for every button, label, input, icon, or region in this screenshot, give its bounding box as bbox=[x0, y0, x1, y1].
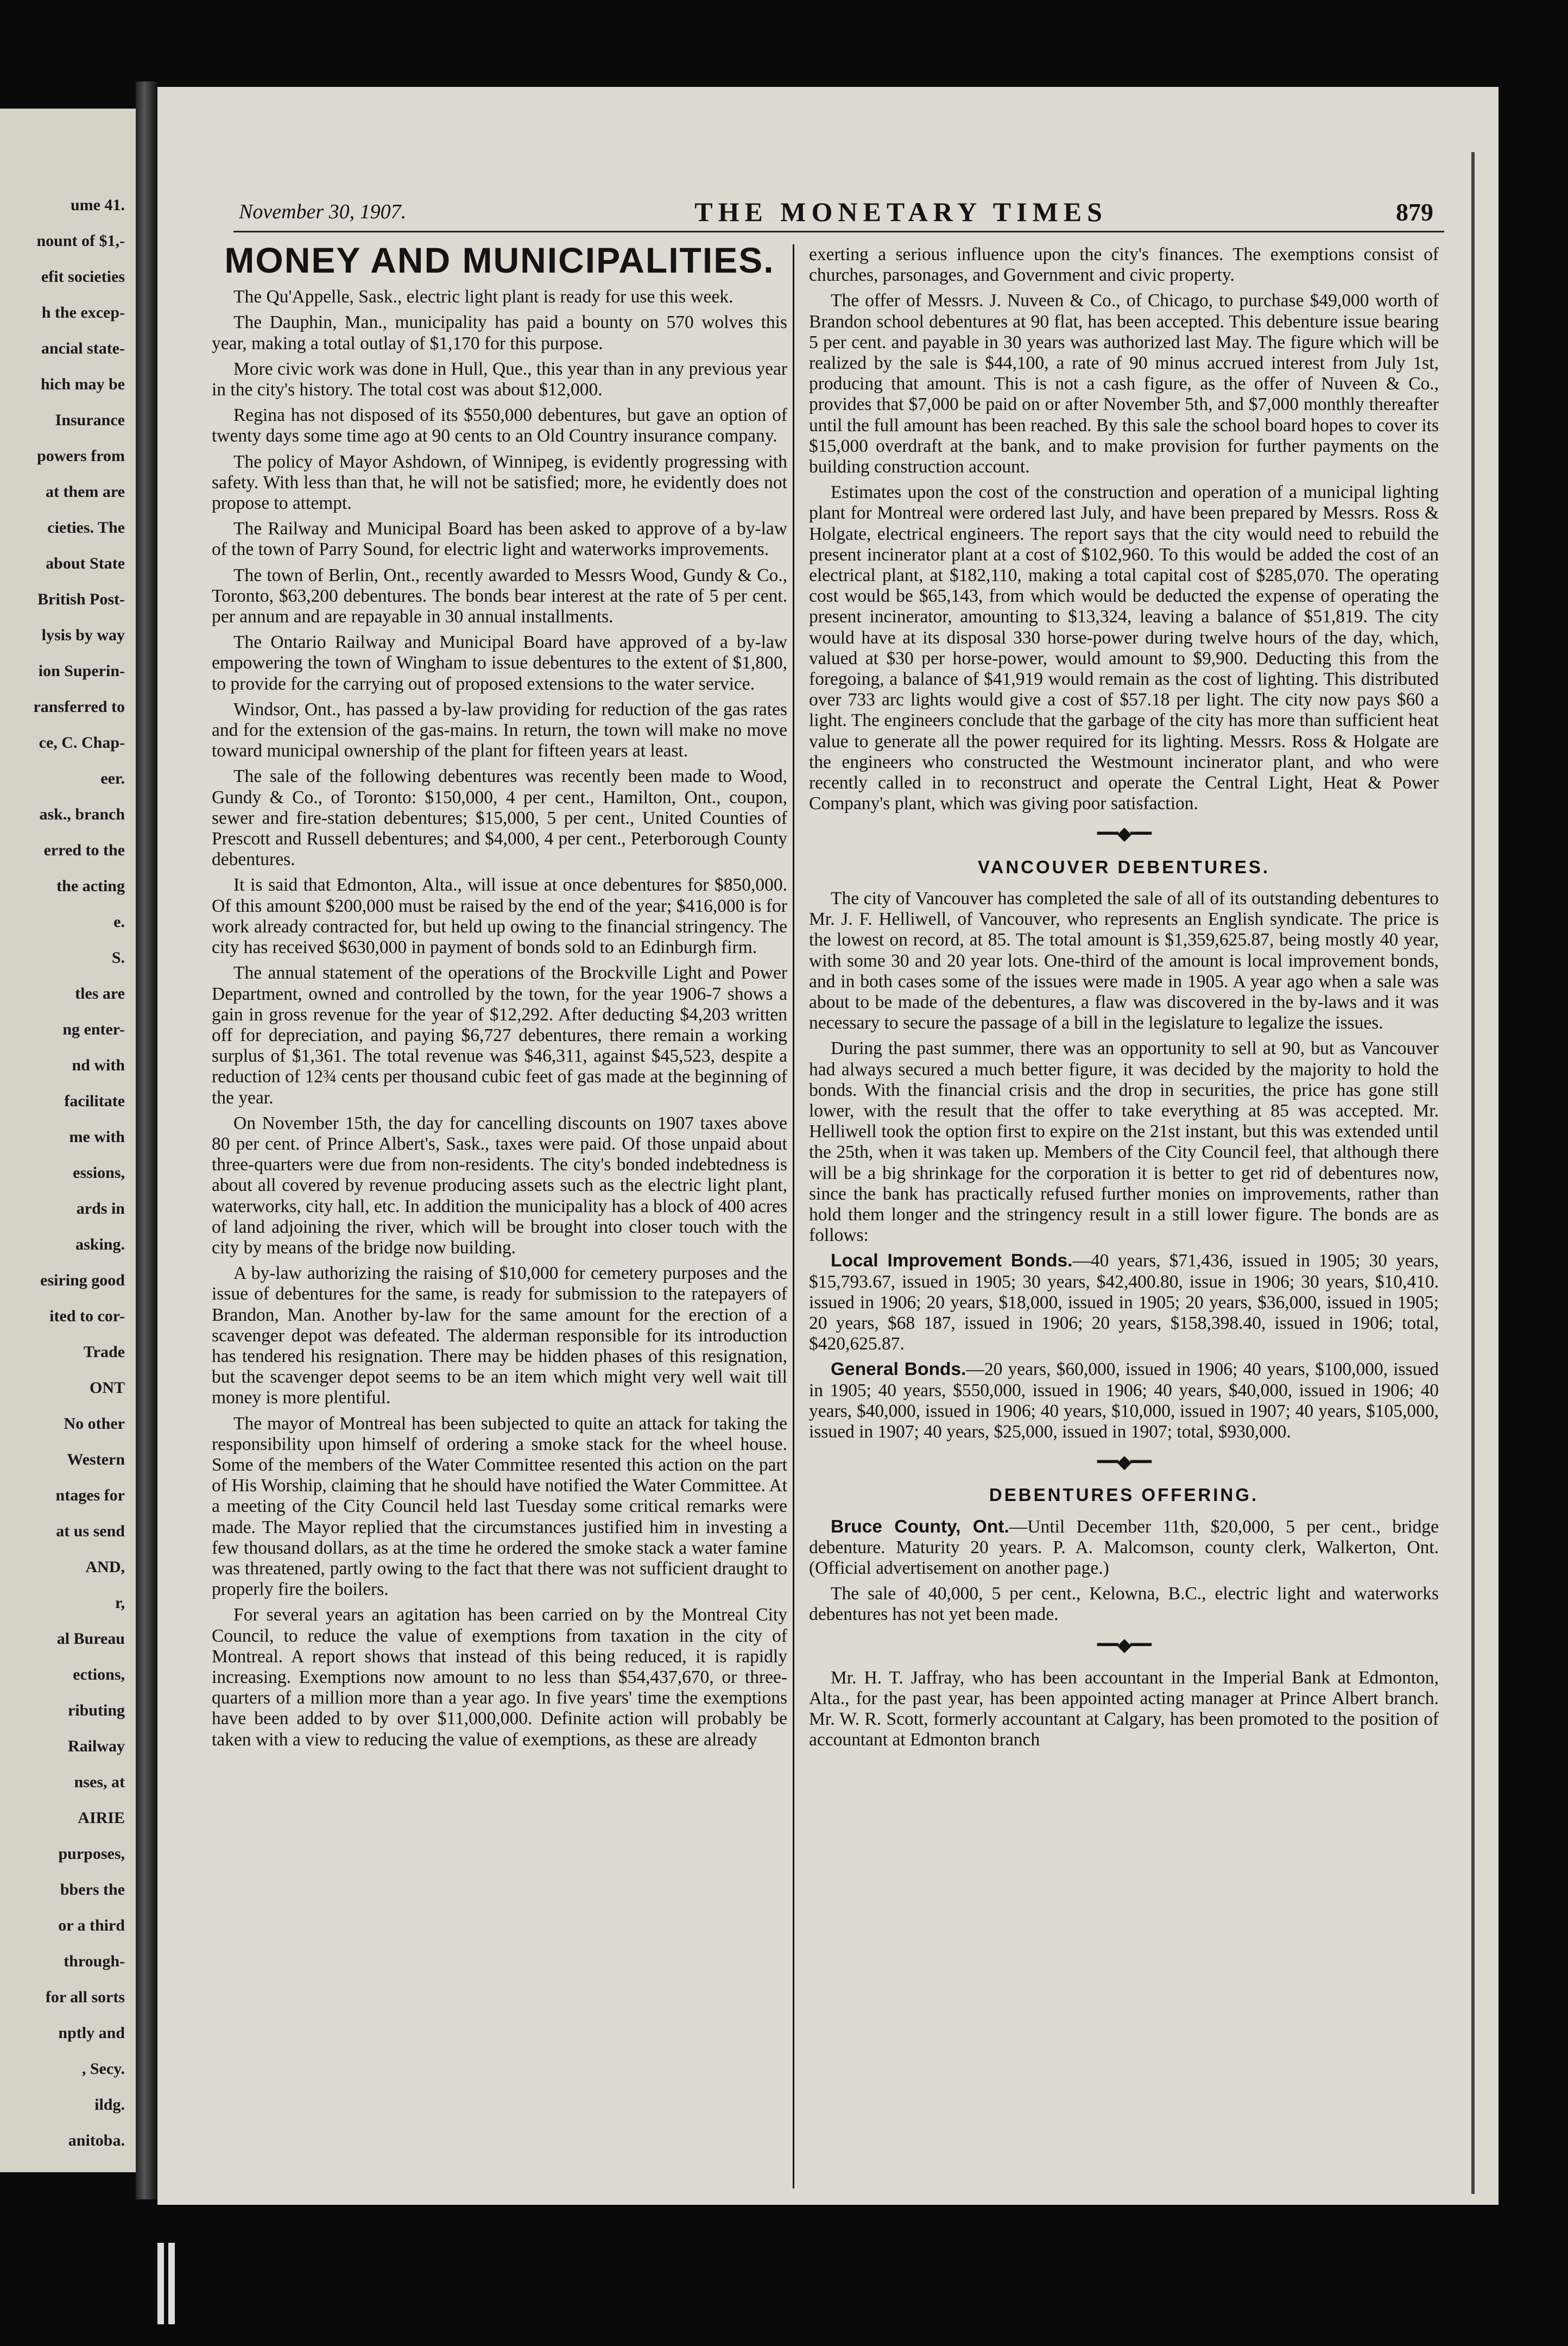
adjacent-page-fragment: ransferred to bbox=[33, 698, 125, 716]
adjacent-page-fragment: about State bbox=[46, 554, 125, 572]
page-binding bbox=[136, 81, 157, 2199]
adjacent-page-fragment: Insurance bbox=[55, 411, 125, 429]
article-paragraph: Estimates upon the cost of the construction and operation of a municipal lighting plant for Montreal were ordered last July, and have been prepared by Messrs. Ross & Holgate, electrical engineers. The report says that the city would need to rebuild the present incinerator plant at a cost of $102,960. To this would be added the cost of an electrical plant, at $182,110, making a total capital cost of $285,070. The operating cost would be $65,143, from which would be deducted the expense of operating the present incinerator, amounting to $13,324, leaving a balance of $51,819. The city would have at its disposal 330 horse-power during twelve hours of the day, which, valued at $30 per horse-power, would amount to $9,900. Deducting this from the foregoing, a balance of $41,919 would remain as the cost of lighting. This distributed over 733 arc lights would give a cost of $57.18 per light. The city now pays $60 a light. The engineers conclude that the garbage of the city has more than sufficient heat value to generate all the power required for its lighting. Messrs. Ross & Holgate are the engineers who constructed the Westmount incinerator plant, and who were recently called in to reconstruct and operate the Central Light, Heat & Power Company's plant, which was giving poor satisfaction. bbox=[809, 482, 1439, 814]
jaffray-paragraph: Mr. H. T. Jaffray, who has been accountant in the Imperial Bank at Edmonton, Alta., for the past year, has been appointed acting manager at Prince Albert branch. Mr. W. R. Scott, formerly accountant at Calgary, has been promoted to the position of accountant at Edmonton branch bbox=[809, 1667, 1439, 1750]
adjacent-page-fragment: , Secy. bbox=[81, 2060, 125, 2078]
column-divider bbox=[793, 244, 794, 2189]
scan-border bbox=[1499, 87, 1568, 2205]
adjacent-page-fragment: facilitate bbox=[64, 1092, 125, 1110]
adjacent-page-fragment: ONT bbox=[89, 1379, 125, 1397]
page-number: 879 bbox=[1396, 198, 1433, 226]
adjacent-page-fragment: ributing bbox=[67, 1701, 125, 1719]
adjacent-page-fragment: ion Superin- bbox=[38, 662, 125, 680]
adjacent-page-fragment: Western bbox=[67, 1451, 125, 1468]
article-paragraph: The Qu'Appelle, Sask., electric light plant is ready for use this week. bbox=[233, 287, 734, 307]
adjacent-page-fragment: ited to cor- bbox=[49, 1307, 125, 1325]
local-bonds-text: —40 years, $71,436, issued in 1905; 30 years, $15,793.67, issued in 1905; 30 years, $42,400.80, issue in 1906; 30 years, $10,410. issued in 1906; 20 years, $18,000, issued in 1905; 20 years, $36,000, issued in 1905; 20 years, $68 187, issued in 1906; 20 years, $158,398.40, issued in 1906; total, $420,625.87. bbox=[809, 1251, 1439, 1354]
vancouver-paragraphs bbox=[809, 888, 1439, 1246]
adjacent-page-fragment: cieties. The bbox=[47, 519, 125, 537]
adjacent-page-fragment: AIRIE bbox=[78, 1809, 125, 1827]
scan-marks bbox=[157, 2243, 190, 2324]
bruce-paragraph bbox=[809, 1517, 1439, 1579]
adjacent-page-fragment: eer. bbox=[100, 770, 125, 787]
header-rule bbox=[233, 231, 1444, 232]
adjacent-page-fragment: esiring good bbox=[40, 1271, 125, 1289]
adjacent-page-fragment: ce, C. Chap- bbox=[39, 734, 125, 752]
adjacent-page-fragment: the acting bbox=[56, 877, 125, 895]
adjacent-page-fragment: No other bbox=[64, 1415, 125, 1433]
adjacent-page-fragment: tles are bbox=[75, 985, 125, 1002]
article-paragraph: The policy of Mayor Ashdown, of Winnipeg, is evidently progressing with safety. With less than that, he will not be satisfied; more, he evidently does not propose to attempt. bbox=[212, 451, 787, 514]
column-left bbox=[212, 240, 787, 1755]
page-edge-rule bbox=[1471, 152, 1475, 2194]
ornament-divider: ━━◆━━ bbox=[1097, 1452, 1151, 1473]
adjacent-page-fragment: nount of $1,- bbox=[36, 232, 125, 250]
article-paragraph: On November 15th, the day for cancelling discounts on 1907 taxes above 80 per cent. of Prince Albert's, Sask., taxes were paid. Of those unpaid about three-quarters were due from non-residents. The city's bonded indebtedness is about all covered by revenue producing assets such as the electric light plant, waterworks, city hall, etc. In addition the municipality has a block of 400 acres of land adjoining the river, which will be brought into closer touch with the city by means of the bridge now building. bbox=[212, 1113, 787, 1258]
adjacent-page-fragment: nd with bbox=[72, 1056, 125, 1074]
adjacent-page-fragment: for all sorts bbox=[45, 1988, 125, 2006]
page-header bbox=[239, 195, 1433, 228]
local-bonds-label: Local Improvement Bonds. bbox=[831, 1251, 1073, 1271]
article-paragraph: The Ontario Railway and Municipal Board have approved of a by-law empowering the town of Wingham to issue debentures to the extent of $1,800, to provide for the carrying out of proposed extensions to the water service. bbox=[212, 632, 787, 694]
adjacent-page-fragment: erred to the bbox=[43, 841, 125, 859]
article-paragraph: exerting a serious influence upon the city's finances. The exemptions consist of churches, parsonages, and Government and civic property. bbox=[809, 244, 1439, 286]
newspaper-page bbox=[157, 87, 1499, 2205]
adjacent-page-fragment: me with bbox=[69, 1128, 125, 1146]
article-paragraph: The town of Berlin, Ont., recently awarded to Messrs Wood, Gundy & Co., Toronto, $63,200 debentures. The bonds bear interest at the rate of 5 per cent. per annum and are repayable in 30 annual installments. bbox=[212, 565, 787, 627]
adjacent-page-fragment: anitoba. bbox=[68, 2131, 125, 2149]
adjacent-page-fragment: al Bureau bbox=[56, 1630, 125, 1648]
adjacent-page-fragment: at them are bbox=[45, 483, 125, 501]
adjacent-page-fragment: h the excep- bbox=[41, 304, 125, 321]
adjacent-page-fragment: e. bbox=[113, 913, 125, 931]
adjacent-page-fragment: British Post- bbox=[37, 590, 125, 608]
article-paragraph: The sale of the following debentures was recently been made to Wood, Gundy & Co., of Toronto: $150,000, 4 per cent., Hamilton, Ont., coupon, sewer and fire-station debentures; $15,000, 5 per cent., United Counties of Prescott and Russell debentures; and $4,000, 4 per cent., Peterborough County debentures. bbox=[212, 766, 787, 870]
article-paragraph: The Railway and Municipal Board has been asked to approve of a by-law of the town of Parry Sound, for electric light and waterworks improvements. bbox=[212, 519, 787, 560]
adjacent-page-fragment: efit societies bbox=[41, 268, 125, 286]
adjacent-page-fragment: lysis by way bbox=[41, 626, 125, 644]
adjacent-page-fragment: ancial state- bbox=[41, 339, 125, 357]
column-right bbox=[809, 244, 1439, 1756]
adjacent-page-fragment: at us send bbox=[56, 1522, 125, 1540]
article-paragraph: The mayor of Montreal has been subjected to quite an attack for taking the responsibility upon himself of ordering a smoke stack for the wheel house. Some of the members of the Water Committee resented this action on the part of His Worship, claiming that he should have notified the Water Committee. At a meeting of the City Council held last Tuesday some critical remarks were made. The Mayor replied that the circumstances justified him in investing a few thousand dollars, as at the time he ordered the smoke stack a water famine was threatened, partly owing to the fact that there was not sufficient draught to properly fire the boilers. bbox=[212, 1413, 787, 1600]
local-bonds-paragraph bbox=[809, 1251, 1439, 1354]
adjacent-page-fragment: or a third bbox=[58, 1916, 125, 1934]
article-paragraph: The Dauphin, Man., municipality has paid a bounty on 570 wolves this year, making a total outlay of $1,170 for this purpose. bbox=[212, 312, 787, 354]
adjacent-page-fragment: ask., branch bbox=[39, 805, 125, 823]
adjacent-page-fragment: AND, bbox=[85, 1558, 125, 1576]
section-title: MONEY AND MUNICIPALITIES. bbox=[224, 240, 775, 280]
adjacent-page-fragment: ng enter- bbox=[62, 1020, 125, 1038]
article-paragraph: For several years an agitation has been carried on by the Montreal City Council, to reduce the value of exemptions from taxation in the city of Montreal. A report shows that instead of this being reduced, it is rapidly increasing. Exemptions now amount to no less than $54,437,670, or three-quarters of a million more than a year ago. In five years' time the exemptions have been added to by over $11,000,000. Definite action will probably be taken with a view to reducing the value of exemptions, as these are already bbox=[212, 1605, 787, 1750]
article-paragraph: The city of Vancouver has completed the sale of all of its outstanding debentures to Mr. J. F. Helliwell, of Vancouver, who represents an English syndicate. The price is the lowest on record, at 85. The total amount is $1,359,625.87, being mostly 40 year, with some 30 and 20 year lots. One-third of the amount is local improvement bonds, and in both cases some of the issues were made in 1905. A year ago when a sale was about to be made of the debentures, a flaw was discovered in the by-laws and it was necessary to secure the passage of a bill in the legislature to legalize the issues. bbox=[809, 888, 1439, 1033]
article-paragraph: More civic work was done in Hull, Que., this year than in any previous year in the city's history. The total cost was about $12,000. bbox=[212, 358, 787, 400]
column-left-paragraphs bbox=[212, 287, 787, 1750]
adjacent-page-fragment: hich may be bbox=[40, 375, 125, 393]
adjacent-page-fragment: ume 41. bbox=[71, 196, 125, 214]
article-paragraph: The annual statement of the operations of the Brockville Light and Power Department, owned and controlled by the town, for the year 1906-7 shows a gain in gross revenue for the year of $12,292. After deducting $4,203 written off for depreciation, and paying $6,727 debentures, there remain a working surplus of $1,361. The total revenue was $46,311, against $45,523, despite a reduction of 12¾ cents per thousand cubic feet of gas made at the beginning of the year. bbox=[212, 963, 787, 1108]
adjacent-page-fragment: through- bbox=[64, 1952, 125, 1970]
adjacent-page-fragment: ards in bbox=[76, 1200, 125, 1218]
masthead: THE MONETARY TIMES bbox=[694, 197, 1108, 227]
adjacent-page-fragment: essions, bbox=[73, 1164, 125, 1182]
article-paragraph: It is said that Edmonton, Alta., will issue at once debentures for $850,000. Of this amount $200,000 must be raised by the end of the year; $416,000 is for work already contracted for, but held up owing to the financial stringency. The city has received $630,000 in payment of bonds sold to an Edinburgh firm. bbox=[212, 875, 787, 958]
adjacent-page-fragment: powers from bbox=[37, 447, 125, 465]
adjacent-page-fragment: asking. bbox=[75, 1235, 125, 1253]
adjacent-page-fragment: ections, bbox=[73, 1666, 125, 1683]
adjacent-page-fragment: nses, at bbox=[74, 1773, 125, 1791]
bruce-text: —Until December 11th, $20,000, 5 per cent., bridge debenture. Maturity 20 years. P. A. Malcomson, county clerk, Walkerton, Ont. (Official advertisement on another page.) bbox=[809, 1516, 1439, 1578]
column-right-paragraphs bbox=[809, 244, 1439, 814]
adjacent-page-fragment: r, bbox=[115, 1594, 125, 1612]
adjacent-page-fragment: nptly and bbox=[58, 2024, 125, 2042]
bruce-label: Bruce County, Ont. bbox=[831, 1516, 1009, 1537]
adjacent-page-fragment: purposes, bbox=[58, 1845, 125, 1863]
adjacent-page-fragment: Trade bbox=[83, 1343, 125, 1361]
ornament-divider: ━━◆━━ bbox=[1097, 824, 1151, 844]
article-paragraph: Windsor, Ont., has passed a by-law providing for reduction of the gas rates and for the extension of the gas-mains. In return, the town will make no move toward municipal ownership of the plant for fifteen years at least. bbox=[212, 699, 787, 761]
issue-date: November 30, 1907. bbox=[239, 200, 407, 223]
adjacent-page-fragment: bbers the bbox=[60, 1881, 125, 1899]
general-bonds-paragraph bbox=[809, 1359, 1439, 1442]
offering-title: DEBENTURES OFFERING. bbox=[989, 1485, 1259, 1505]
adjacent-page-fragment: ildg. bbox=[94, 2096, 125, 2114]
adjacent-page-fragment: Railway bbox=[68, 1737, 125, 1755]
article-paragraph: The offer of Messrs. J. Nuveen & Co., of Chicago, to purchase $49,000 worth of Brandon school debentures at 90 flat, has been accepted. This debenture issue bearing 5 per cent. and payable in 30 years was authorized last May. The figure which will be realized by the sale is $44,100, a rate of 90 minus accrued interest from July 1st, producing that amount. This is not a cash figure, as the offer of Nuveen & Co., provides that $7,000 be paid on or after November 5th, and $7,000 monthly thereafter until the full amount has been reached. By this sale the school board hopes to cover its $15,000 overdraft at the bank, and to make provision for further payments on the building construction account. bbox=[809, 291, 1439, 477]
vancouver-title: VANCOUVER DEBENTURES. bbox=[977, 856, 1270, 877]
ornament-divider: ━━◆━━ bbox=[1097, 1635, 1151, 1655]
general-bonds-label: General Bonds. bbox=[831, 1359, 966, 1380]
adjacent-page-fragment: S. bbox=[111, 949, 125, 967]
adjacent-page-fragment: ntages for bbox=[55, 1486, 125, 1504]
adjacent-page-strip bbox=[0, 109, 136, 2172]
article-paragraph: During the past summer, there was an opportunity to sell at 90, but as Vancouver had always secured a much better figure, it was decided by the majority to hold the bonds. With the financial crisis and the drop in securities, the price has gone still lower, with the result that the offer to take everything at 85 was accepted. Mr. Helliwell took the option first to expire on the 21st instant, but this was extended until the 25th, when it was taken up. Members of the City Council feel, that although there will be a big shrinkage for the corporation it is better to get rid of debentures now, since the bank has practically refused further monies on improvements, rather than hold them longer and the stringency result in a still lower figure. The bonds are as follows: bbox=[809, 1038, 1439, 1246]
article-paragraph: A by-law authorizing the raising of $10,000 for cemetery purposes and the issue of debentures for the same, is ready for submission to the ratepayers of Brandon, Man. Another by-law for the same amount for the erection of a scavenger depot was defeated. The alderman responsible for its introduction has tendered his resignation. There may be hidden phases of this resignation, but the scavenger depot seems to be an item which might very well wait till money is more plentiful. bbox=[212, 1263, 787, 1408]
kelowna-paragraph: The sale of 40,000, 5 per cent., Kelowna, B.C., electric light and waterworks debentures has not yet been made. bbox=[809, 1584, 1439, 1625]
general-bonds-text: —20 years, $60,000, issued in 1906; 40 years, $100,000, issued in 1905; 40 years, $550,000, issued in 1906; 40 years, $40,000, issued in 1906; 40 years, $40,000, issued in 1906; 40 years, $10,000, issued in 1907; 40 years, $105,000, issued in 1907; 40 years, $25,000, issued in 1907; total, $930,000. bbox=[809, 1359, 1439, 1442]
article-paragraph: Regina has not disposed of its $550,000 debentures, but gave an option of twenty days some time ago at 90 cents to an Old Country insurance company. bbox=[212, 405, 787, 446]
